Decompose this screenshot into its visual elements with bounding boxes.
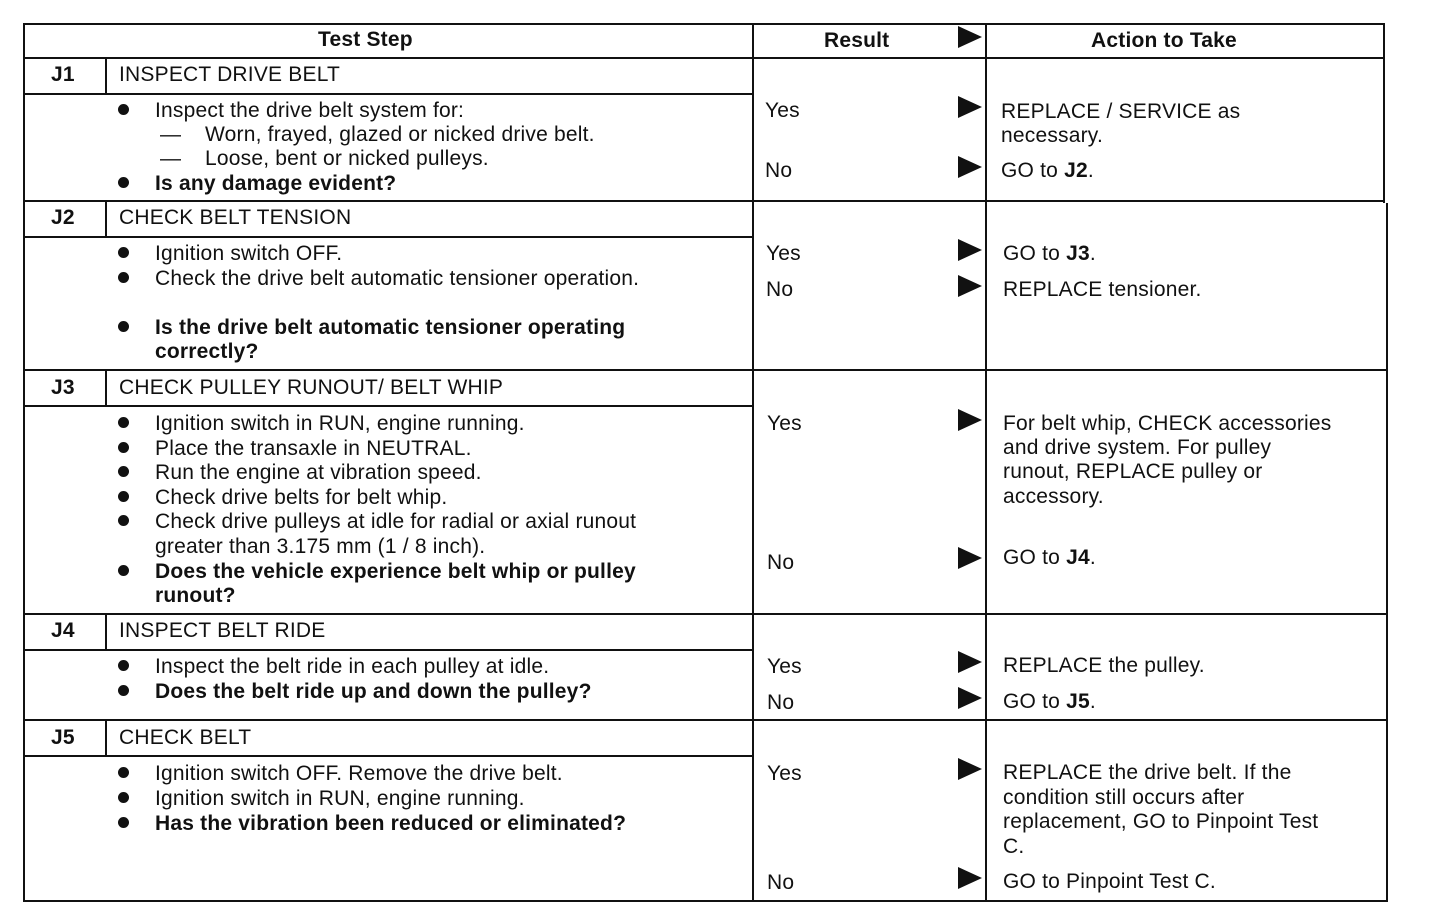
action-line: GO to J2. bbox=[1001, 159, 1094, 182]
id-divider bbox=[105, 614, 107, 650]
title-bottom bbox=[23, 649, 754, 651]
result-label: No bbox=[767, 551, 795, 574]
id-divider bbox=[105, 370, 107, 406]
dash-icon: — bbox=[160, 147, 182, 170]
arrow-icon bbox=[958, 275, 982, 297]
step-line: greater than 3.175 mm (1 / 8 inch). bbox=[155, 535, 486, 558]
action-line: replacement, GO to Pinpoint Test bbox=[1003, 810, 1319, 833]
bullet-icon bbox=[118, 515, 129, 526]
table-border-bottom bbox=[23, 900, 1388, 902]
step-line: Ignition switch in RUN, engine running. bbox=[155, 412, 525, 435]
step-line: Check drive pulleys at idle for radial or axial runout bbox=[155, 510, 637, 533]
id-divider bbox=[105, 720, 107, 756]
step-id: J3 bbox=[51, 376, 75, 399]
result-label: No bbox=[767, 691, 795, 714]
title-bottom bbox=[23, 755, 754, 757]
bullet-icon bbox=[118, 272, 129, 283]
step-line: Inspect the drive belt system for: bbox=[155, 99, 465, 122]
step-divider bbox=[23, 369, 1388, 371]
bullet-icon bbox=[118, 792, 129, 803]
arrow-icon bbox=[958, 96, 982, 118]
step-line: Check drive belts for belt whip. bbox=[155, 486, 448, 509]
action-line: REPLACE the drive belt. If the bbox=[1003, 761, 1292, 784]
arrow-icon bbox=[958, 409, 982, 431]
step-divider bbox=[23, 719, 1388, 721]
step-question: Is the drive belt automatic tensioner operating bbox=[155, 316, 626, 339]
step-line: Inspect the belt ride in each pulley at idle. bbox=[155, 655, 550, 678]
title-bottom bbox=[23, 405, 754, 407]
bullet-icon bbox=[118, 817, 129, 828]
arrow-icon bbox=[958, 867, 982, 889]
header-result: Result bbox=[824, 29, 890, 52]
result-label: Yes bbox=[765, 99, 800, 122]
id-divider bbox=[105, 201, 107, 237]
step-line: Run the engine at vibration speed. bbox=[155, 461, 482, 484]
step-title: INSPECT BELT RIDE bbox=[119, 619, 326, 642]
step-line: Loose, bent or nicked pulleys. bbox=[205, 147, 489, 170]
arrow-icon bbox=[958, 687, 982, 709]
table-border-right bbox=[1386, 203, 1388, 902]
action-line: REPLACE / SERVICE as bbox=[1001, 100, 1241, 123]
arrow-icon bbox=[958, 156, 982, 178]
action-line: GO to J4. bbox=[1003, 546, 1096, 569]
action-line: necessary. bbox=[1001, 124, 1103, 147]
id-divider bbox=[105, 58, 107, 94]
action-line: accessory. bbox=[1003, 485, 1104, 508]
bullet-icon bbox=[118, 104, 129, 115]
arrow-icon bbox=[958, 26, 982, 48]
bullet-icon bbox=[118, 660, 129, 671]
bullet-icon bbox=[118, 466, 129, 477]
title-bottom bbox=[23, 236, 754, 238]
step-id: J5 bbox=[51, 726, 75, 749]
bullet-icon bbox=[118, 177, 129, 188]
bullet-icon bbox=[118, 685, 129, 696]
arrow-icon bbox=[958, 239, 982, 261]
step-line: Check the drive belt automatic tensioner operation. bbox=[155, 267, 640, 290]
result-label: No bbox=[767, 871, 795, 894]
result-label: Yes bbox=[767, 655, 802, 678]
step-id: J4 bbox=[51, 619, 75, 642]
step-question: Does the belt ride up and down the pulley? bbox=[155, 680, 592, 703]
step-question: correctly? bbox=[155, 340, 259, 363]
arrow-icon bbox=[958, 758, 982, 780]
step-divider bbox=[23, 613, 1388, 615]
action-line: REPLACE tensioner. bbox=[1003, 278, 1202, 301]
step-title: CHECK BELT bbox=[119, 726, 252, 749]
step-question: Has the vibration been reduced or eliminated? bbox=[155, 812, 627, 835]
step-title: CHECK PULLEY RUNOUT/ BELT WHIP bbox=[119, 376, 504, 399]
action-line: GO to J3. bbox=[1003, 242, 1096, 265]
table-border-top bbox=[23, 23, 1385, 25]
action-line: GO to J5. bbox=[1003, 690, 1096, 713]
step-title: INSPECT DRIVE BELT bbox=[119, 63, 341, 86]
bullet-icon bbox=[118, 417, 129, 428]
step-line: Ignition switch OFF. bbox=[155, 242, 343, 265]
step-question: Is any damage evident? bbox=[155, 172, 397, 195]
step-line: Place the transaxle in NEUTRAL. bbox=[155, 437, 472, 460]
result-label: No bbox=[765, 159, 793, 182]
step-question: runout? bbox=[155, 584, 236, 607]
bullet-icon bbox=[118, 491, 129, 502]
result-label: Yes bbox=[767, 762, 802, 785]
step-id: J2 bbox=[51, 206, 75, 229]
step-id: J1 bbox=[51, 63, 75, 86]
header-action: Action to Take bbox=[1091, 29, 1237, 52]
action-line: and drive system. For pulley bbox=[1003, 436, 1272, 459]
step-divider bbox=[23, 200, 1385, 202]
bullet-icon bbox=[118, 767, 129, 778]
result-label: Yes bbox=[767, 412, 802, 435]
arrow-icon bbox=[958, 547, 982, 569]
action-line: REPLACE the pulley. bbox=[1003, 654, 1205, 677]
column-divider-action bbox=[985, 23, 987, 902]
step-line: Worn, frayed, glazed or nicked drive belt. bbox=[205, 123, 595, 146]
header-test-step: Test Step bbox=[318, 28, 413, 51]
result-label: Yes bbox=[766, 242, 801, 265]
step-line: Ignition switch OFF. Remove the drive belt. bbox=[155, 762, 563, 785]
result-label: No bbox=[766, 278, 794, 301]
dash-icon: — bbox=[160, 123, 182, 146]
title-bottom bbox=[23, 93, 754, 95]
column-divider-result bbox=[752, 23, 754, 902]
action-line: For belt whip, CHECK accessories bbox=[1003, 412, 1332, 435]
step-line: Ignition switch in RUN, engine running. bbox=[155, 787, 525, 810]
step-title: CHECK BELT TENSION bbox=[119, 206, 352, 229]
action-line: runout, REPLACE pulley or bbox=[1003, 460, 1263, 483]
action-line: GO to Pinpoint Test C. bbox=[1003, 870, 1216, 893]
bullet-icon bbox=[118, 247, 129, 258]
step-question: Does the vehicle experience belt whip or pulley bbox=[155, 560, 636, 583]
bullet-icon bbox=[118, 442, 129, 453]
table-border-left bbox=[23, 23, 25, 902]
action-line: C. bbox=[1003, 835, 1025, 858]
table-border-right bbox=[1383, 23, 1385, 203]
bullet-icon bbox=[118, 321, 129, 332]
action-line: condition still occurs after bbox=[1003, 786, 1245, 809]
header-bottom bbox=[23, 57, 1385, 59]
bullet-icon bbox=[118, 565, 129, 576]
arrow-icon bbox=[958, 651, 982, 673]
